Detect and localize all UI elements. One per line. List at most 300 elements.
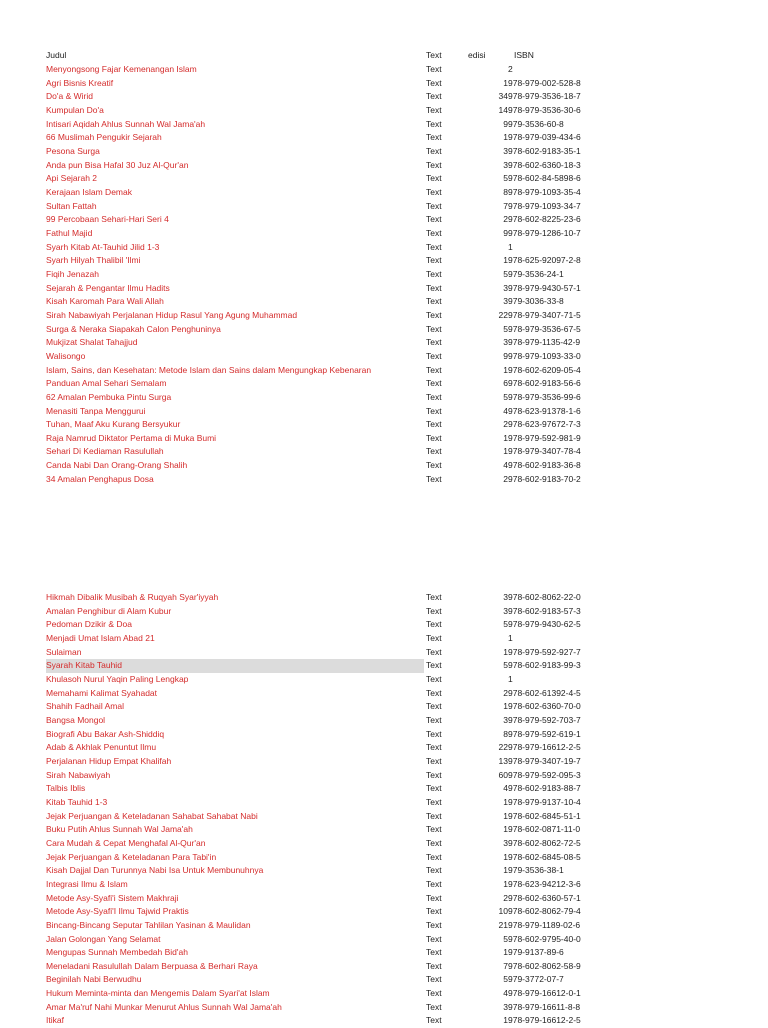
edisi-cell: 1 (503, 132, 508, 143)
book-title-cell: Metode Asy-Syafi'i Sistem Makhraji (46, 892, 179, 903)
table-row[interactable] (0, 618, 768, 632)
edisi-cell: 3 (503, 145, 508, 156)
isbn-cell: 978-623-97672-7-3 (508, 419, 581, 430)
edisi-cell: 1 (503, 701, 508, 712)
isbn-cell: 978-602-9183-36-8 (508, 460, 581, 471)
table-row[interactable] (0, 104, 768, 118)
book-title-cell: Agri Bisnis Kreatif (46, 77, 114, 88)
isbn-cell: 978-602-6360-18-3 (508, 159, 581, 170)
isbn-cell: 979-3036-33-8 (508, 296, 564, 307)
table-row[interactable] (0, 782, 768, 796)
table-row[interactable] (0, 323, 768, 337)
book-title-cell: Amalan Penghibur di Alam Kubur (46, 605, 172, 616)
type-cell: Text (426, 419, 442, 430)
type-cell: Text (426, 919, 442, 930)
edisi-cell: 1 (503, 646, 508, 657)
isbn-cell: 978-623-91378-1-6 (508, 405, 581, 416)
book-title-cell: Sehari Di Kediaman Rasulullah (46, 446, 164, 457)
edisi-cell: 5 (503, 173, 508, 184)
isbn-cell: 978-979-16612-2-5 (508, 742, 581, 753)
table-row[interactable] (0, 172, 768, 186)
type-cell: Text (426, 714, 442, 725)
type-cell: Text (426, 118, 442, 129)
edisi-cell: 2 (503, 419, 508, 430)
table-row[interactable] (0, 418, 768, 432)
book-title-cell: Fiqih Jenazah (46, 268, 99, 279)
edisi-cell: 3 (503, 282, 508, 293)
table-row[interactable] (0, 377, 768, 391)
type-cell: Text (426, 391, 442, 402)
table-row[interactable] (0, 837, 768, 851)
book-title-cell: Mukjizat Shalat Tahajjud (46, 337, 138, 348)
table-row[interactable] (0, 63, 768, 77)
isbn-cell: 978-979-16612-2-5 (508, 1015, 581, 1026)
isbn-cell: 978-979-592-619-1 (508, 728, 581, 739)
edisi-cell: 7 (503, 960, 508, 971)
table-row[interactable] (0, 473, 768, 487)
edisi-cell: 8 (503, 186, 508, 197)
isbn-cell: 978-602-8062-58-9 (508, 960, 581, 971)
table-row[interactable] (0, 741, 768, 755)
type-cell: Text (426, 796, 442, 807)
table-row[interactable] (0, 673, 768, 687)
table-row[interactable] (0, 728, 768, 742)
type-cell: Text (426, 755, 442, 766)
type-cell: Text (426, 632, 442, 643)
book-title-cell: Jejak Perjuangan & Keteladanan Para Tabi'in (46, 851, 217, 862)
book-title-cell: Menyongsong Fajar Kemenangan Islam (46, 64, 197, 74)
isbn-cell: 978-979-039-434-6 (508, 132, 581, 143)
table-row[interactable] (0, 295, 768, 309)
type-cell: Text (426, 837, 442, 848)
book-title-cell: 62 Amalan Pembuka Pintu Surga (46, 391, 172, 402)
book-title-cell: Sirah Nabawiyah (46, 769, 111, 780)
isbn-cell: 1 (508, 673, 513, 684)
book-title-cell: Anda pun Bisa Hafal 30 Juz Al-Qur'an (46, 159, 189, 170)
isbn-cell: 978-602-6360-57-1 (508, 892, 581, 903)
isbn-cell: 978-979-1286-10-7 (508, 227, 581, 238)
table-row[interactable] (0, 432, 768, 446)
isbn-cell: 978-602-6845-51-1 (508, 810, 581, 821)
table-row[interactable] (0, 960, 768, 974)
type-cell: Text (426, 933, 442, 944)
edisi-cell: 1 (503, 255, 508, 266)
table-row[interactable] (0, 591, 768, 605)
type-cell: Text (426, 132, 442, 143)
edisi-cell: 5 (503, 974, 508, 985)
edisi-cell: 1 (503, 364, 508, 375)
edisi-cell: 1 (503, 77, 508, 88)
book-title-cell: Meneladani Rasulullah Dalam Berpuasa & Berhari Raya (46, 960, 258, 971)
book-title-cell: 66 Muslimah Pengukir Sejarah (46, 132, 162, 143)
table-row[interactable] (0, 1001, 768, 1015)
table-row[interactable] (0, 364, 768, 378)
edisi-cell: 4 (503, 988, 508, 999)
book-title-cell: Kumpulan Do'a (46, 104, 104, 115)
type-cell: Text (426, 660, 442, 671)
edisi-cell: 2 (503, 214, 508, 225)
isbn-cell: 979-3536-38-1 (508, 865, 564, 876)
isbn-cell: 978-979-1093-35-4 (508, 186, 581, 197)
type-cell: Text (426, 974, 442, 985)
table-row[interactable] (0, 391, 768, 405)
type-cell: Text (426, 960, 442, 971)
table-row[interactable] (0, 77, 768, 91)
type-cell: Text (426, 865, 442, 876)
edisi-cell: 34 (498, 91, 508, 102)
edisi-cell: 8 (503, 728, 508, 739)
edisi-cell: 9 (503, 350, 508, 361)
table-row[interactable] (0, 796, 768, 810)
book-title-cell: Sirah Nabawiyah Perjalanan Hidup Rasul Yang Agung Muhammad (46, 309, 298, 320)
type-cell: Text (426, 64, 442, 74)
table-row[interactable] (0, 987, 768, 1001)
table-row[interactable] (0, 90, 768, 104)
isbn-cell: 979-9137-89-6 (508, 947, 564, 958)
isbn-cell: 978-602-6845-08-5 (508, 851, 581, 862)
book-title-cell: Walisongo (46, 350, 86, 361)
edisi-cell: 1 (503, 824, 508, 835)
book-title-cell: Fathul Majid (46, 227, 93, 238)
type-cell: Text (426, 255, 442, 266)
type-cell: Text (426, 1015, 442, 1026)
edisi-cell: 3 (503, 714, 508, 725)
type-cell: Text (426, 783, 442, 794)
edisi-cell: 2 (503, 687, 508, 698)
edisi-cell: 5 (503, 323, 508, 334)
isbn-cell: 978-602-9183-88-7 (508, 783, 581, 794)
table-row[interactable] (0, 131, 768, 145)
edisi-cell: 1 (503, 446, 508, 457)
book-title-cell: Sultan Fattah (46, 200, 97, 211)
isbn-cell: 978-979-16611-8-8 (508, 1001, 581, 1012)
isbn-cell: 978-602-8062-22-0 (508, 592, 581, 602)
book-title-cell: Hukum Meminta-minta dan Mengemis Dalam Syari'at Islam (46, 988, 270, 999)
isbn-cell: 978-979-1135-42-9 (508, 337, 581, 348)
table-row[interactable] (0, 769, 768, 783)
book-title-cell: 99 Percobaan Sehari-Hari Seri 4 (46, 214, 169, 225)
edisi-cell: 5 (503, 268, 508, 279)
book-title-cell: Canda Nabi Dan Orang-Orang Shalih (46, 460, 188, 471)
isbn-cell: 978-979-1093-34-7 (508, 200, 581, 211)
table-row[interactable] (0, 145, 768, 159)
book-title-cell: Cara Mudah & Cepat Menghafal Al-Qur'an (46, 837, 206, 848)
edisi-cell: 5 (503, 619, 508, 630)
table-row[interactable] (0, 186, 768, 200)
table-row[interactable] (0, 851, 768, 865)
isbn-cell: 978-979-9430-57-1 (508, 282, 581, 293)
isbn-cell: 978-979-592-927-7 (508, 646, 581, 657)
type-cell: Text (426, 337, 442, 348)
book-title-cell: Biografi Abu Bakar Ash-Shiddiq (46, 728, 165, 739)
book-title-cell: Adab & Akhlak Penuntut Ilmu (46, 742, 157, 753)
book-title-cell: Talbis Iblis (46, 783, 86, 794)
edisi-cell: 1 (503, 947, 508, 958)
type-cell: Text (426, 701, 442, 712)
book-title-cell: Mengupas Sunnah Membedah Bid'ah (46, 947, 188, 958)
type-cell: Text (426, 947, 442, 958)
type-cell: Text (426, 742, 442, 753)
isbn-cell: 978-623-94212-3-6 (508, 878, 581, 889)
type-cell: Text (426, 241, 442, 252)
type-cell: Text (426, 810, 442, 821)
isbn-cell: 978-979-9430-62-5 (508, 619, 581, 630)
table-row[interactable] (0, 309, 768, 323)
book-title-cell: Buku Putih Ahlus Sunnah Wal Jama'ah (46, 824, 193, 835)
type-cell: Text (426, 769, 442, 780)
book-title-cell: Api Sejarah 2 (46, 173, 98, 184)
isbn-cell: 978-602-9795-40-0 (508, 933, 581, 944)
type-cell: Text (426, 906, 442, 917)
table-row[interactable] (0, 700, 768, 714)
book-title-cell: Bangsa Mongol (46, 714, 106, 725)
book-title-cell: Do'a & Wirid (46, 91, 93, 102)
isbn-cell: 978-979-16612-0-1 (508, 988, 581, 999)
isbn-cell: 978-979-3407-78-4 (508, 446, 581, 457)
type-cell: Text (426, 173, 442, 184)
table-row[interactable] (0, 1014, 768, 1028)
type-cell: Text (426, 159, 442, 170)
table-row[interactable] (0, 659, 768, 673)
book-title-cell: Perjalanan Hidup Empat Khalifah (46, 755, 172, 766)
table-row[interactable] (0, 159, 768, 173)
edisi-cell: 9 (503, 118, 508, 129)
isbn-cell: 978-979-9137-10-4 (508, 796, 581, 807)
edisi-cell: 4 (503, 783, 508, 794)
isbn-cell: 978-602-8062-79-4 (508, 906, 581, 917)
table-row[interactable] (0, 350, 768, 364)
book-title-cell: Hikmah Dibalik Musibah & Ruqyah Syar'iyyah (46, 592, 219, 602)
isbn-cell: 978-602-8225-23-6 (508, 214, 581, 225)
isbn-cell: 978-602-6209-05-4 (508, 364, 581, 375)
table-row[interactable] (0, 823, 768, 837)
table-row[interactable] (0, 919, 768, 933)
type-cell: Text (426, 673, 442, 684)
isbn-cell: 978-979-3536-30-6 (508, 104, 581, 115)
table-row[interactable] (0, 810, 768, 824)
isbn-cell: 978-602-0871-11-0 (508, 824, 581, 835)
edisi-cell: 1 (503, 796, 508, 807)
header-edisi: edisi (468, 50, 486, 60)
type-cell: Text (426, 405, 442, 416)
edisi-cell: 10 (498, 906, 508, 917)
table-row[interactable] (0, 254, 768, 268)
table-row[interactable] (0, 605, 768, 619)
type-cell: Text (426, 851, 442, 862)
table-row[interactable] (0, 632, 768, 646)
table-row[interactable] (0, 268, 768, 282)
isbn-cell: 1 (508, 632, 513, 643)
edisi-cell: 1 (503, 865, 508, 876)
type-cell: Text (426, 364, 442, 375)
book-title-cell: Sulaiman (46, 646, 82, 657)
book-title-cell: Syarah Kitab Tauhid (46, 659, 424, 673)
table-row[interactable] (0, 200, 768, 214)
book-title-cell: Shahih Fadhail Amal (46, 701, 124, 712)
table-row[interactable] (0, 755, 768, 769)
book-title-cell: Amar Ma'ruf Nahi Munkar Menurut Ahlus Sunnah Wal Jama'ah (46, 1001, 282, 1012)
book-title-cell: Syarh Hilyah Thalibil 'Ilmi (46, 255, 141, 266)
table-row[interactable] (0, 336, 768, 350)
type-cell: Text (426, 200, 442, 211)
isbn-cell: 978-625-92097-2-8 (508, 255, 581, 266)
edisi-cell: 3 (503, 1001, 508, 1012)
isbn-cell: 978-979-3407-71-5 (508, 309, 581, 320)
isbn-cell: 978-979-3536-67-5 (508, 323, 581, 334)
edisi-cell: 4 (503, 460, 508, 471)
isbn-cell: 978-979-1189-02-6 (508, 919, 581, 930)
header-judul: Judul (46, 50, 67, 60)
type-cell: Text (426, 619, 442, 630)
edisi-cell: 2 (503, 892, 508, 903)
table-row[interactable] (0, 213, 768, 227)
edisi-cell: 1 (503, 878, 508, 889)
isbn-cell: 978-979-592-703-7 (508, 714, 581, 725)
book-title-cell: Menjadi Umat Islam Abad 21 (46, 632, 155, 643)
table-row[interactable] (0, 973, 768, 987)
table-row[interactable] (0, 892, 768, 906)
table-row[interactable] (0, 405, 768, 419)
book-title-cell: Pedoman Dzikir & Doa (46, 619, 132, 630)
type-cell: Text (426, 309, 442, 320)
isbn-cell: 978-602-9183-99-3 (508, 660, 581, 671)
isbn-cell: 978-602-9183-56-6 (508, 378, 581, 389)
edisi-cell: 2 (503, 473, 508, 484)
type-cell: Text (426, 892, 442, 903)
type-cell: Text (426, 214, 442, 225)
edisi-cell: 5 (503, 391, 508, 402)
type-cell: Text (426, 646, 442, 657)
book-title-cell: Memahami Kalimat Syahadat (46, 687, 158, 698)
type-cell: Text (426, 378, 442, 389)
book-title-cell: 34 Amalan Penghapus Dosa (46, 473, 154, 484)
edisi-cell: 22 (498, 309, 508, 320)
table-row[interactable] (0, 687, 768, 701)
isbn-cell: 978-979-3407-19-7 (508, 755, 581, 766)
book-title-cell: Kitab Tauhid 1-3 (46, 796, 108, 807)
book-title-cell: Pesona Surga (46, 145, 100, 156)
isbn-cell: 978-979-592-981-9 (508, 432, 581, 443)
header-row (0, 49, 768, 63)
type-cell: Text (426, 268, 442, 279)
book-title-cell: Raja Namrud Diktator Pertama di Muka Bumi (46, 432, 217, 443)
isbn-cell: 978-979-3536-18-7 (508, 91, 581, 102)
edisi-cell: 3 (503, 159, 508, 170)
edisi-cell: 1 (503, 810, 508, 821)
type-cell: Text (426, 1001, 442, 1012)
book-title-cell: Metode Asy-Syafi'I Ilmu Tajwid Praktis (46, 906, 189, 917)
edisi-cell: 21 (498, 919, 508, 930)
type-cell: Text (426, 296, 442, 307)
table-row[interactable] (0, 864, 768, 878)
type-cell: Text (426, 350, 442, 361)
edisi-cell: 13 (498, 755, 508, 766)
table-row[interactable] (0, 905, 768, 919)
edisi-cell: 1 (503, 851, 508, 862)
type-cell: Text (426, 878, 442, 889)
type-cell: Text (426, 77, 442, 88)
book-title-cell: Jejak Perjuangan & Keteladanan Sahabat Sahabat Nabi (46, 810, 258, 821)
book-title-cell: Integrasi Ilmu & Islam (46, 878, 128, 889)
book-title-cell: Kisah Karomah Para Wali Allah (46, 296, 164, 307)
isbn-cell: 1 (508, 241, 513, 252)
edisi-cell: 60 (498, 769, 508, 780)
book-title-cell: Kisah Dajjal Dan Turunnya Nabi Isa Untuk Membunuhnya (46, 865, 264, 876)
isbn-cell: 979-3536-60-8 (508, 118, 564, 129)
isbn-cell: 978-602-9183-35-1 (508, 145, 581, 156)
isbn-cell: 978-979-002-528-8 (508, 77, 581, 88)
type-cell: Text (426, 473, 442, 484)
edisi-cell: 14 (498, 104, 508, 115)
isbn-cell: 978-979-592-095-3 (508, 769, 581, 780)
edisi-cell: 7 (503, 200, 508, 211)
table-row[interactable] (0, 459, 768, 473)
edisi-cell: 6 (503, 378, 508, 389)
edisi-cell: 4 (503, 405, 508, 416)
book-title-cell: Menasiti Tanpa Menggurui (46, 405, 146, 416)
isbn-cell: 978-602-6360-70-0 (508, 701, 581, 712)
book-title-cell: Intisari Aqidah Ahlus Sunnah Wal Jama'ah (46, 118, 206, 129)
book-title-cell: Beginilah Nabi Berwudhu (46, 974, 142, 985)
table-row[interactable] (0, 241, 768, 255)
table-row[interactable] (0, 445, 768, 459)
table-row[interactable] (0, 118, 768, 132)
edisi-cell: 5 (503, 660, 508, 671)
type-cell: Text (426, 186, 442, 197)
table-row[interactable] (0, 646, 768, 660)
book-title-cell: Kerajaan Islam Demak (46, 186, 132, 197)
header-isbn: ISBN (514, 50, 534, 60)
book-title-cell: Tuhan, Maaf Aku Kurang Bersyukur (46, 419, 181, 430)
book-title-cell: Islam, Sains, dan Kesehatan: Metode Islam dan Sains dalam Mengungkap Kebenaran (46, 364, 372, 375)
edisi-cell: 3 (503, 337, 508, 348)
isbn-cell: 979-3772-07-7 (508, 974, 564, 985)
edisi-cell: 5 (503, 933, 508, 944)
header-type: Text (426, 50, 442, 60)
type-cell: Text (426, 605, 442, 616)
table-row[interactable] (0, 946, 768, 960)
table-row[interactable] (0, 227, 768, 241)
edisi-cell: 3 (503, 592, 508, 602)
type-cell: Text (426, 446, 442, 457)
table-row[interactable] (0, 282, 768, 296)
type-cell: Text (426, 988, 442, 999)
type-cell: Text (426, 432, 442, 443)
edisi-cell: 1 (503, 1015, 508, 1026)
type-cell: Text (426, 728, 442, 739)
table-row[interactable] (0, 714, 768, 728)
table-row[interactable] (0, 933, 768, 947)
edisi-cell: 3 (503, 605, 508, 616)
isbn-cell: 2 (508, 64, 513, 74)
edisi-cell: 3 (503, 837, 508, 848)
book-title-cell: Khulasoh Nurul Yaqin Paling Lengkap (46, 673, 189, 684)
type-cell: Text (426, 91, 442, 102)
edisi-cell: 22 (498, 742, 508, 753)
type-cell: Text (426, 104, 442, 115)
isbn-cell: 978-602-9183-57-3 (508, 605, 581, 616)
edisi-cell: 3 (503, 296, 508, 307)
isbn-cell: 979-3536-24-1 (508, 268, 564, 279)
isbn-cell: 978-602-9183-70-2 (508, 473, 581, 484)
edisi-cell: 1 (503, 432, 508, 443)
isbn-cell: 978-602-84-5898-6 (508, 173, 581, 184)
type-cell: Text (426, 282, 442, 293)
type-cell: Text (426, 824, 442, 835)
table-row[interactable] (0, 878, 768, 892)
book-title-cell: Sejarah & Pengantar Ilmu Hadits (46, 282, 170, 293)
book-title-cell: Surga & Neraka Siapakah Calon Penghuninya (46, 323, 221, 334)
